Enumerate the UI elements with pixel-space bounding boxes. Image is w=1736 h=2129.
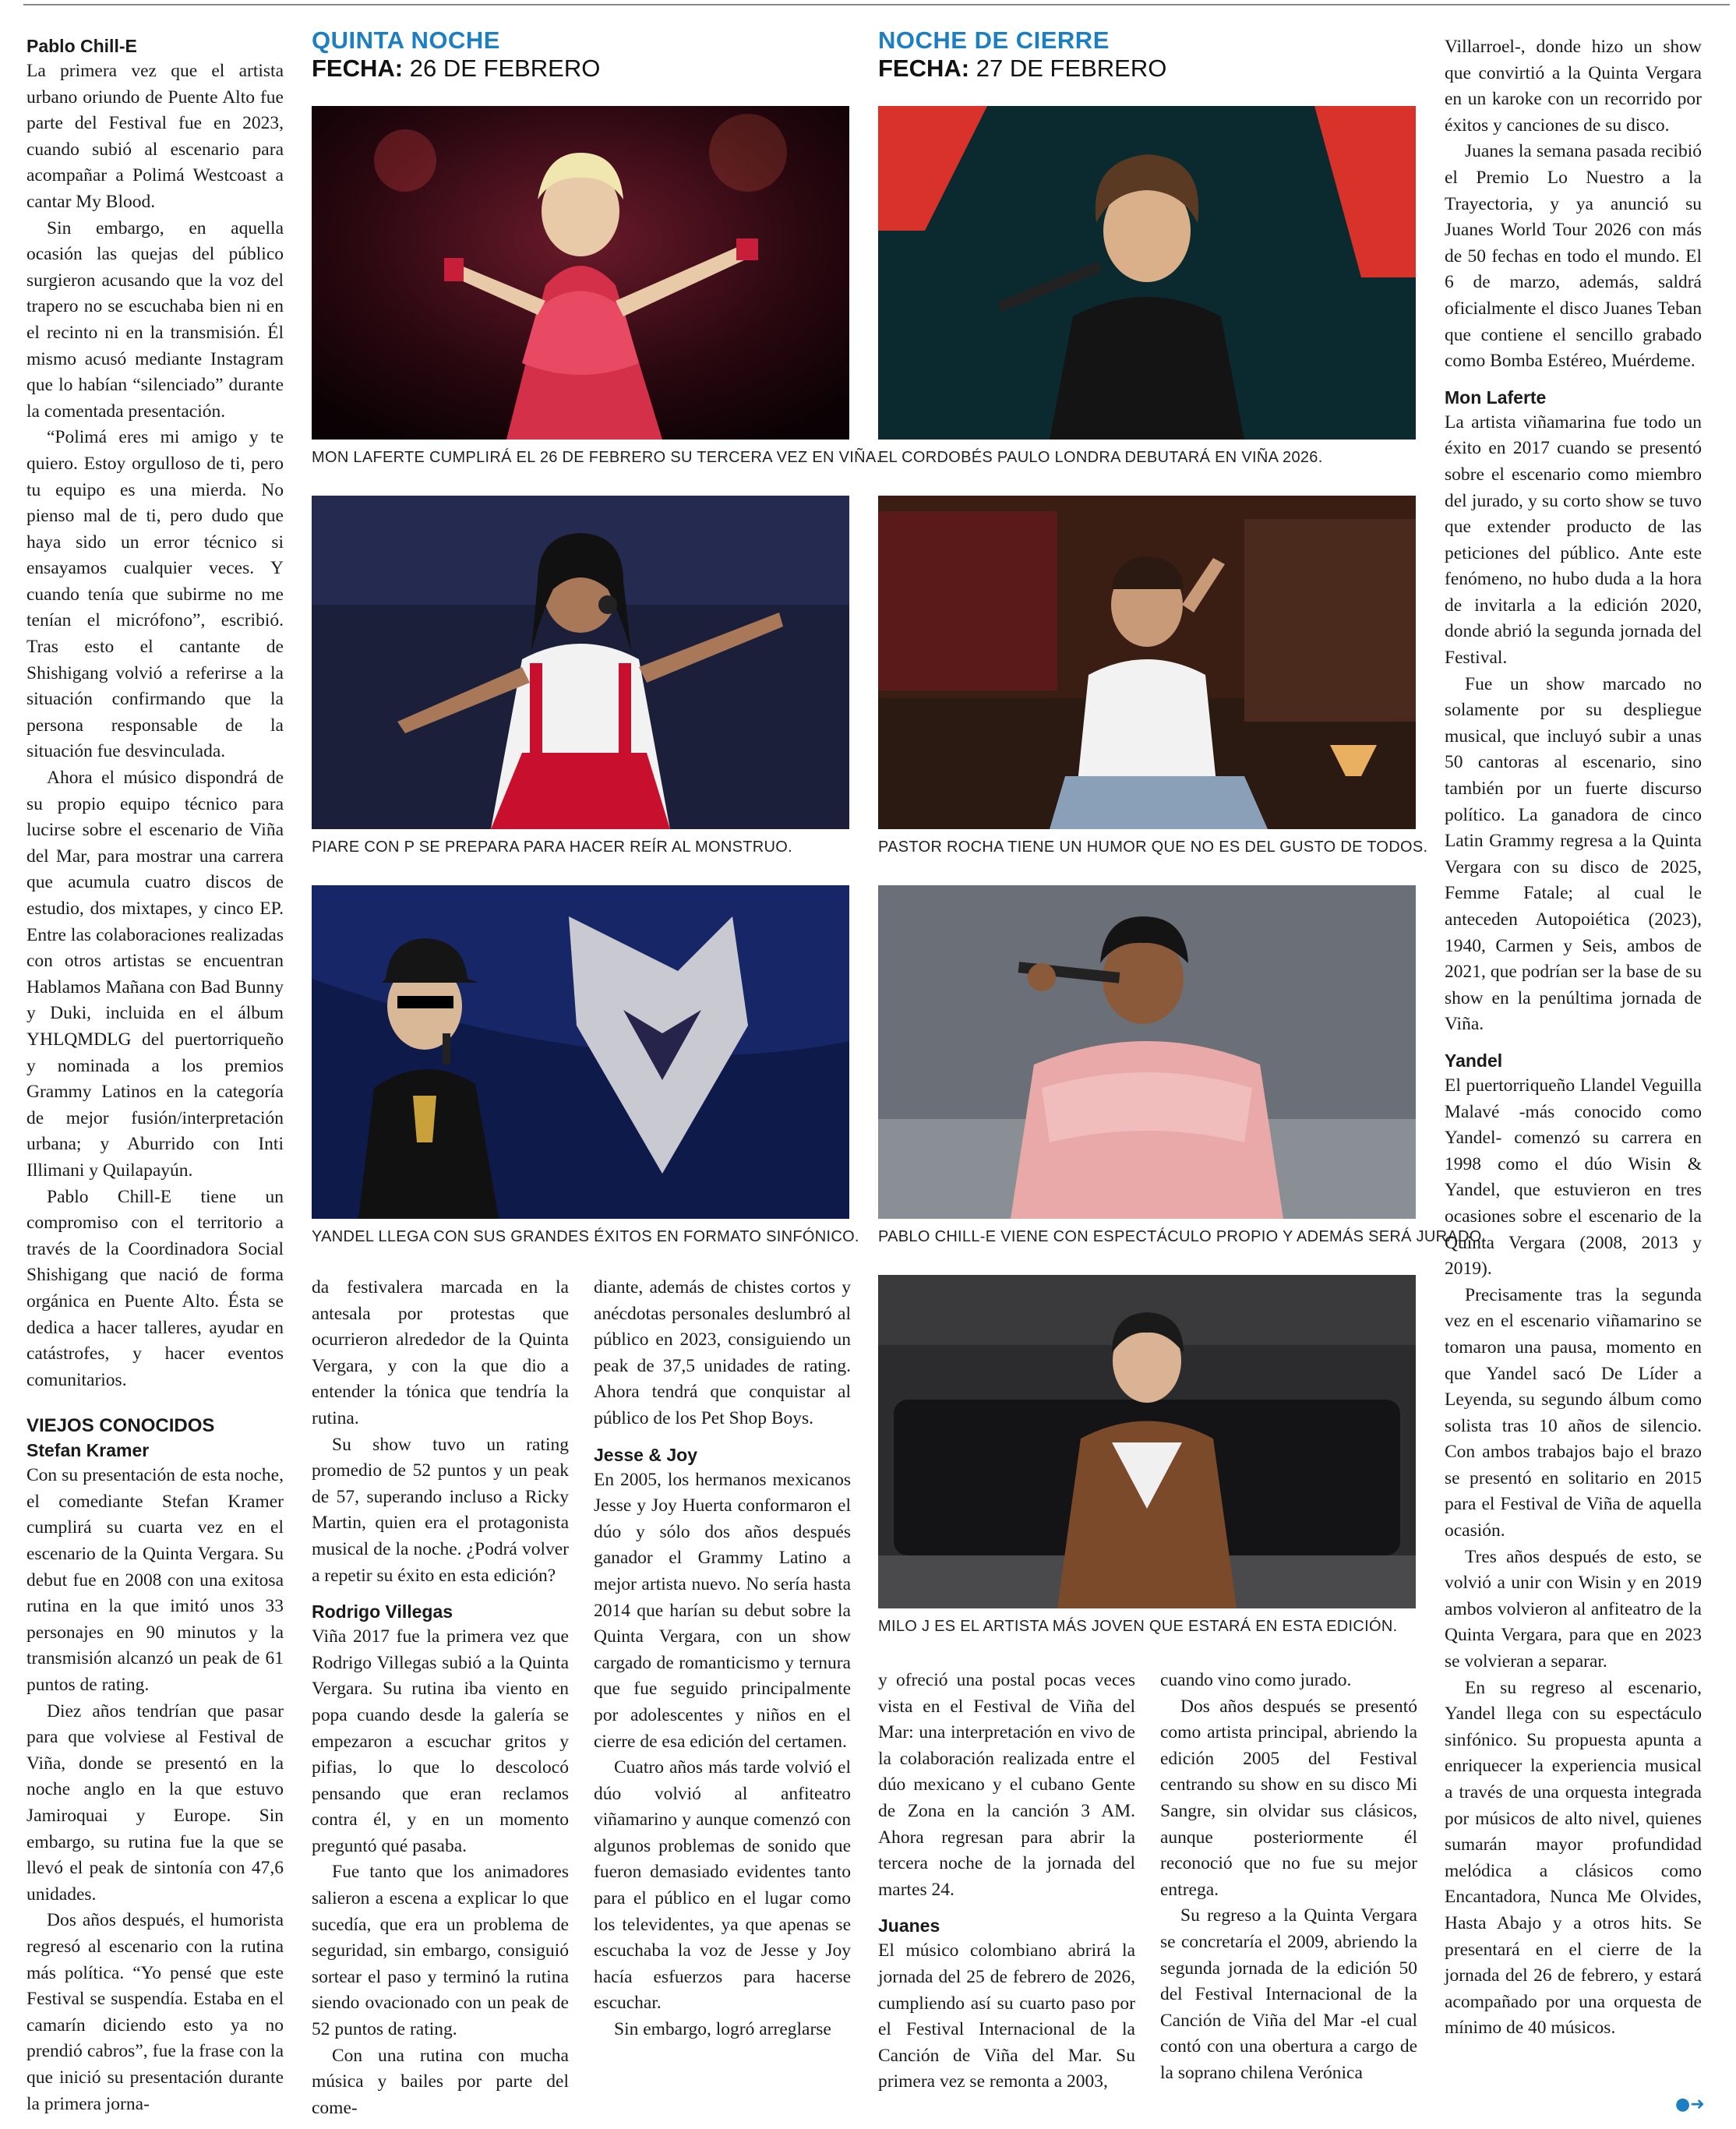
kicker-quinta-noche: QUINTA NOCHE — [312, 26, 500, 54]
top-rule — [23, 4, 1730, 5]
paragraph: Tres años después de esto, se volvió a unir con Wisin y en 2019 ambos volvieron al anfiteatro de la Quinta Vergara, para que en 2023 se volvieran a separar. — [1445, 1546, 1702, 1672]
end-of-article-icon: ●➜ — [1675, 2095, 1705, 2114]
text-column-2 — [312, 1275, 569, 2121]
paragraph: Fue un show marcado no solamente por su despliegue musical, que incluyó subir a unas 50 cantoras al escenario, sino también por un fuerte discurso político. La ganadora de cinco Latin Grammy regresa a la Quinta Vergara con su disco de 2025, Femme Fatale; al cual le anteceden Autopoiética (2023), 1940, Carmen y Seis, ambos de 2021, que podrían ser la base de su show en la penúltima jornada de Viña. — [1445, 673, 1702, 1035]
kicker-noche-de-cierre: NOCHE DE CIERRE — [878, 26, 1110, 54]
paragraph: da festivalera marcada en la antesala por protestas que ocurrieron alrededor de la Quinta Vergara, y con la que dio a entender la tónica que tendría la rutina. — [312, 1277, 569, 1428]
paragraph: Su show tuvo un rating promedio de 52 puntos y un peak de 57, superando incluso a Ricky Martin, quien era el protagonista musical de la noche. ¿Podrá volver a repetir su éxito en esta edición? — [312, 1434, 569, 1586]
caption-pastor-rocha: PASTOR ROCHA TIENE UN HUMOR QUE NO ES DEL GUSTO DE TODOS. — [878, 839, 1428, 856]
date-label: FECHA: — [312, 55, 404, 82]
photo-mon-laferte — [312, 106, 849, 440]
photo-pablo-chill-e — [878, 885, 1416, 1219]
paragraph: En su regreso al escenario, Yandel llega con su espectáculo sinfónico. Su propuesta apunta a enriquecer la experiencia musical a través de una orquesta integrada por músicos de alto nivel, quienes sumarán mayor profundidad melódica a clásicos como Encantadora, Nunca Me Olvides, Hasta Abajo y a otros hits. Se presentará en el cierre de la jornada del 26 de febrero, y estará acompañado por una orquesta de mínimo de 40 músicos. — [1445, 1677, 1702, 2039]
date-label: FECHA: — [878, 55, 970, 82]
paragraph: En 2005, los hermanos mexicanos Jesse y Joy Huerta conformaron el dúo y sólo dos años después ganador el Grammy Latino a mejor artista nuevo. No sería hasta 2014 que harían su debut sobre la Quinta Vergara, con un show cargado de romanticismo y ternura que fue seguido principalmente por adolescentes y niños en el cierre de esa edición del certamen. — [594, 1469, 851, 1752]
text-column-4 — [878, 1668, 1135, 2095]
subhead-juanes: Juanes — [878, 1915, 940, 1937]
paragraph: El puertorriqueño Llandel Veguilla Malavé -más conocido como Yandel- comenzó su carrera en 1998 como el dúo Wisin & Yandel, que estuvieron en tres ocasiones sobre el escenario de la Quinta Vergara (2008, 2013 y 2019). — [1445, 1075, 1702, 1280]
paragraph: Juanes la semana pasada recibió el Premio Lo Nuestro a la Trayectoria, y ya anunció su Juanes World Tour 2026 con más de 50 fechas en todo el mundo. El 6 de marzo, además, saldrá oficialmente el disco Juanes Teban que contiene el sencillo grabado como Bomba Estéreo, Muérdeme. — [1445, 141, 1702, 372]
date-value: 27 DE FEBRERO — [976, 55, 1167, 82]
paragraph: diante, además de chistes cortos y anécdotas personales deslumbró al público en 2023, consiguiendo un peak de 37,5 unidades de rating. Ahora tendrá que conquistar al público de los Pet Shop Boys. — [594, 1277, 851, 1428]
paragraph: Diez años tendrían que pasar para que volviese al Festival de Viña, donde se presentó en la noche anglo en la que estuvo Jamiroquai y Europe. Sin embargo, su rutina fue la que se llevó el peak de sintonía con 47,6 unidades. — [26, 1700, 284, 1905]
paragraph: Precisamente tras la segunda vez en el escenario viñamarino se tomaron una pausa, momento en que Yandel sacó De Líder a Leyenda, su segundo álbum como solista tras 10 años de silencio. Con ambos trabajos bajo el brazo se presentó en solitario en 2015 para el Festival de Viña de aquella ocasión. — [1445, 1284, 1702, 1541]
subhead-pablo-chill-e: Pablo Chill-E — [26, 36, 137, 56]
paragraph: Con su presentación de esta noche, el comediante Stefan Kramer cumplirá su cuarta vez en el escenario de la Quinta Vergara. Su debut fue en 2008 con una exitosa rutina en la que imitó unos 33 personajes en 90 minutos y la transmisión alcanzó un peak de 61 puntos de rating. — [26, 1465, 284, 1696]
paragraph: La artista viñamarina fue todo un éxito en 2017 cuando se presentó sobre el escenario como miembro del jurado, y su corto show se tuvo que extender producto de las peticiones del público. Ante este fenómeno, no hubo duda a la hora de invitarla a la edición 2020, donde abrió la segunda jornada del Festival. — [1445, 411, 1702, 669]
subhead-jesse-joy: Jesse & Joy — [594, 1444, 697, 1465]
paragraph: La primera vez que el artista urbano oriundo de Puente Alto fue parte del Festival fue en 2023, cuando subió al escenario para acompañar a Polimá Westcoast a cantar My Blood. — [26, 61, 284, 212]
caption-paulo-londra: EL CORDOBÉS PAULO LONDRA DEBUTARÁ EN VIÑA 2026. — [878, 449, 1323, 466]
paragraph: Sin embargo, logró arreglarse — [614, 2019, 831, 2040]
paragraph: Pablo Chill-E tiene un compromiso con el territorio a través de la Coordinadora Social Shishigang que nació de forma orgánica en Puente Alto. Ésta se dedica a hacer talleres, ayudar en catástrofes, y hacer eventos comunitarios. — [26, 1186, 284, 1390]
photo-paulo-londra — [878, 106, 1416, 440]
paragraph: Ahora el músico dispondrá de su propio equipo técnico para lucirse sobre el escenario de Viña del Mar, para mostrar una carrera que acumula cuatro discos de estudio, dos mixtapes, y cinco EP. Entre las colaboraciones realizadas con otros artistas se encuentran Hablamos Mañana con Bad Bunny y Duki, incluida en el álbum YHLQMDLG del puertorriqueño y nominada a los premios Grammy Latinos en la categoría de mejor fusión/interpretación urbana; y Aburrido con Inti Illimani y Quilapayún. — [26, 768, 284, 1181]
caption-mon-laferte: MON LAFERTE CUMPLIRÁ EL 26 DE FEBRERO SU TERCERA VEZ EN VIÑA. — [312, 449, 881, 466]
photo-piare-con-p — [312, 496, 849, 829]
paragraph: Dos años después, el humorista regresó al escenario con la rutina más política. “Yo pensé que este Festival se suspendía. Estaba en el camarín diciendo esto ya no prendió cabros”, fue la frase con la que inició su presentación durante la primera jorna- — [26, 1910, 284, 2114]
paragraph: Fue tanto que los animadores salieron a escena a explicar lo que sucedía, que era un problema de seguridad, sin embargo, consiguió sortear el paso y terminó la rutina siendo ovacionado con un peak de 52 puntos de rating. — [312, 1862, 569, 2040]
caption-milo-j: MILO J ES EL ARTISTA MÁS JOVEN QUE ESTARÁ EN ESTA EDICIÓN. — [878, 1618, 1398, 1635]
date-noche-de-cierre — [878, 55, 1166, 83]
paragraph: Cuatro años más tarde volvió el dúo volvió al anfiteatro viñamarino y aunque comenzó con algunos problemas de sonido que fueron demasiado evidentes tanto para el público en el lugar como los televidentes, ya que apenas se escuchaba la voz de Jesse y Joy hacía esfuerzos para hacerse escuchar. — [594, 1757, 851, 2014]
paragraph: cuando vino como jurado. — [1160, 1670, 1352, 1690]
text-column-1 — [26, 34, 284, 2117]
section-heading: VIEJOS CONOCIDOS — [26, 1415, 215, 1437]
text-column-6 — [1445, 34, 1702, 2042]
date-value: 26 DE FEBRERO — [409, 55, 601, 82]
subhead-stefan-kramer: Stefan Kramer — [26, 1440, 150, 1461]
caption-yandel: YANDEL LLEGA CON SUS GRANDES ÉXITOS EN FORMATO SINFÓNICO. — [312, 1228, 859, 1245]
photo-pastor-rocha — [878, 496, 1416, 829]
paragraph: Dos años después se presentó como artista principal, abriendo la edición 2005 del Festival centrando su show en su disco Mi Sangre, sin olvidar sus clásicos, aunque posteriormente él reconoció que no fue su mejor entrega. — [1160, 1696, 1417, 1900]
paragraph: Su regreso a la Quinta Vergara se concretaría el 2009, abriendo la segunda jornada de la edición 50 del Festival Internacional de la Canción de Viña del Mar -el cual contó con una obertura a cargo de la soprano chilena Verónica — [1160, 1905, 1417, 2083]
paragraph: Con una rutina con mucha música y bailes por parte del come- — [312, 2045, 569, 2118]
caption-pablo-chill-e: PABLO CHILL-E VIENE CON ESPECTÁCULO PROPIO Y ADEMÁS SERÁ JURADO. — [878, 1228, 1487, 1245]
paragraph: Viña 2017 fue la primera vez que Rodrigo Villegas subió a la Quinta Vergara. Su rutina iba viento en popa cuando desde la galería se empezaron a escuchar gritos y pifias, lo que lo descolocó pensando que eran reclamos contra él, y en un momento preguntó qué pasaba. — [312, 1626, 569, 1856]
subhead-rodrigo-villegas: Rodrigo Villegas — [312, 1601, 453, 1622]
paragraph: Sin embargo, en aquella ocasión las quejas del público surgieron acusando que la voz del trapero no se escuchaba bien ni en el recinto ni en la transmisión. Él mismo acusó mediante Instagram que lo habían “silenciado” durante la comentada presentación. — [26, 217, 284, 422]
paragraph: y ofreció una postal pocas veces vista en el Festival de Viña del Mar: una interpretación en vivo de la colaboración realizada entre el dúo mexicano y el cubano Gente de Zona en la canción 3 AM. Ahora regresan para abrir la tercera noche de la jornada del martes 24. — [878, 1670, 1135, 1900]
text-column-3 — [594, 1275, 851, 2043]
date-quinta-noche — [312, 55, 600, 83]
photo-milo-j — [878, 1275, 1416, 1608]
photo-yandel — [312, 885, 849, 1219]
subhead-mon-laferte: Mon Laferte — [1445, 387, 1547, 408]
paragraph: El músico colombiano abrirá la jornada del 25 de febrero de 2026, cumpliendo así su cuarto paso por el Festival Internacional de la Canción de Viña del Mar. Su primera vez se remonta a 2003, — [878, 1940, 1135, 2092]
text-column-5 — [1160, 1668, 1417, 2087]
caption-piare-con-p: PIARE CON P SE PREPARA PARA HACER REÍR AL MONSTRUO. — [312, 839, 792, 856]
paragraph: Villarroel-, donde hizo un show que convirtió a la Quinta Vergara en un karoke con un recorrido por éxitos y canciones de su disco. — [1445, 37, 1702, 136]
subhead-yandel: Yandel — [1445, 1050, 1503, 1071]
paragraph: “Polimá eres mi amigo y te quiero. Estoy orgulloso de ti, pero tu equipo es una mierda. No pienso mal de ti, pero dudo que haya sido un error técnico si ensayamos cualquier veces. Y cuando tenía que subirme no me tenían el micrófono”, escribió. Tras esto el cantante de Shishigang volvió a referirse a la situación confirmando que la persona responsable de la situación fue desvinculada. — [26, 427, 284, 762]
